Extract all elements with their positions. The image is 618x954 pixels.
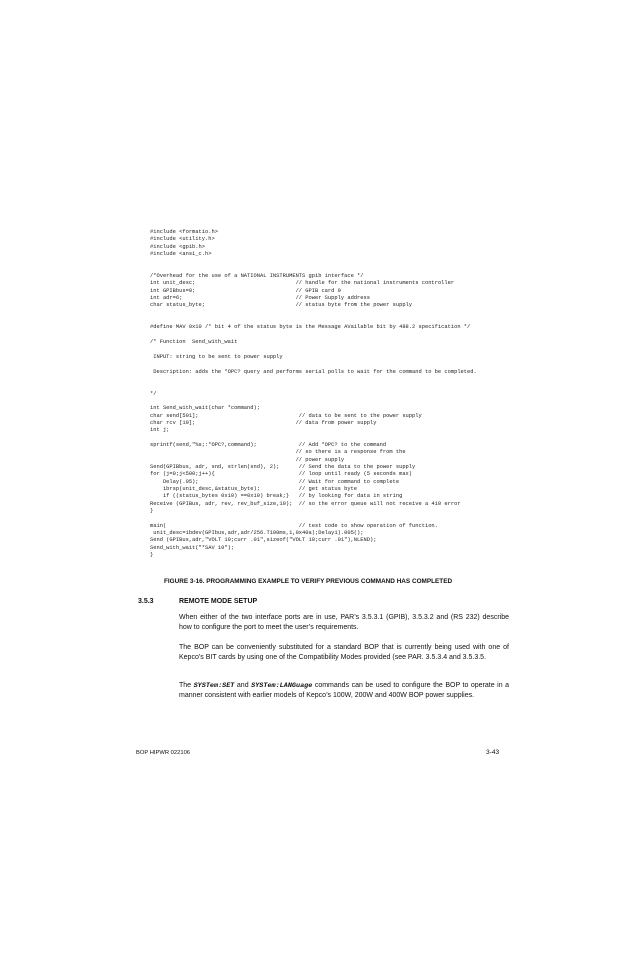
code-line: #include <utility.h> [150,236,215,243]
code-line: Receive (GPIBus, adr, rev, rev_buf_size,10); // so the error queue will not receive a 410 error [150,500,461,507]
paragraph-text: The [179,682,194,689]
code-listing [150,229,570,559]
code-line: int Send_with_wait(char *command); [150,405,260,412]
code-line [150,383,570,390]
code-line: #include <formatio.h> [150,229,218,235]
paragraph-system-commands [179,681,509,701]
code-line: int GPIBbus=0; // GPIB card 0 [150,287,341,294]
code-line: Send (GPIBus,adr,"VOLT 10;curr .01",sizeof("VOLT 10;curr .01"),NLEND); [150,537,377,544]
code-line: } [150,508,154,515]
code-line: /* Function Send_with_wait [150,339,238,346]
code-line: */ [150,390,157,397]
footer-page-number: 3-43 [486,749,500,756]
code-line: /*Overhead for the use of a NATIONAL INSTRUMENTS gpib interface */ [150,273,364,280]
code-line: int adr=6; // Power Supply address [150,295,370,302]
code-line: int unit_desc; // handle for the national instruments controller [150,280,455,287]
section-number: 3.5.3 [138,598,154,605]
code-line: if ((status_bytes 0x10) ==0x10) break;} // by looking for data in string [150,493,403,500]
figure-caption: FIGURE 3-16. PROGRAMMING EXAMPLE TO VERIFY PREVIOUS COMMAND HAS COMPLETED [164,578,453,585]
code-line: } [150,552,154,559]
code-line: #define MAV 0x10 /* bit 4 of the status byte is the Message AVailable bit by 488.2 specification */ [150,324,471,331]
code-line [150,347,570,354]
code-line: char rcv [10]; // data from power supply [150,419,377,426]
code-line [150,310,570,317]
code-line [150,258,570,265]
code-line: for (j=0;j<500;j++){ // loop until ready (5 seconds max) [150,471,413,478]
code-line: main( // test code to show operation of function. [150,522,438,529]
code-line [150,317,570,324]
code-line: Send(GPIBbus, adr, snd, strlen(snd), 2); // Send the data to the power supply [150,464,416,470]
paragraph-interface-ports: When either of the two interface ports are in use, PAR’s 3.5.3.1 (GPIB), 3.5.3.2 and (RS 232) describe how to configure the port to meet the user’s requirements. [179,614,509,631]
paragraph-text: commands can be used to configure the BOP to operate in a manner consistent with earlier models of Kepco’s 100W, 200W and 400W BOP power supplies. [179,682,510,699]
code-line: // power supply [150,456,345,463]
command-system-set: SYSTem:SET [193,682,235,690]
code-line [150,332,570,339]
code-line [150,266,570,273]
code-line [150,398,570,405]
code-line: int j; [150,427,170,434]
section-title: REMOTE MODE SETUP [179,598,258,605]
footer-document-id: BOP HIPWR 022106 [136,750,191,756]
code-line [150,361,570,368]
code-line [150,435,570,442]
paragraph-text: and [234,682,252,689]
code-line [150,376,570,383]
code-line: // so there is a response from the [150,449,406,456]
code-line: #include <gpib.h> [150,243,205,250]
code-line: unit_desc=ibdev(GPIbus,adr,adr/256.T100ms,1,0x40a);Delay1).005(); [150,530,364,537]
code-line [150,515,570,522]
code-line: INPUT: string to be sent to power supply [150,353,283,360]
code-line: char send[501]; // data to be sent to the power supply [150,412,422,419]
code-line: Description: adds the *OPC? query and performs serial polls to wait for the command to be completed. [150,368,477,375]
code-line: #include <ansi_c.h> [150,251,212,258]
code-line: Send_with_wait("*SAV 10"); [150,544,235,551]
code-line: Delay(.05); // Wait for command to complete [150,478,400,485]
code-line: sprintf(send,"%s;:*OPC?,command); // Add *OPC? to the command [150,441,387,448]
code-line: char status_byte; // status byte from the power supply [150,302,413,309]
paragraph-compatibility-modes: The BOP can be conveniently substituted for a standard BOP that is currently being used with one of Kepco’s BIT cards by using one of the Compatibility Modes provided (see PAR. 3.5.3.4 and 3.5.3.5. [179,644,509,661]
command-system-language: SYSTem:LANGuage [251,682,313,690]
code-line: ibrsp(unit_desc,&status_byte); // get status byte [150,486,358,493]
